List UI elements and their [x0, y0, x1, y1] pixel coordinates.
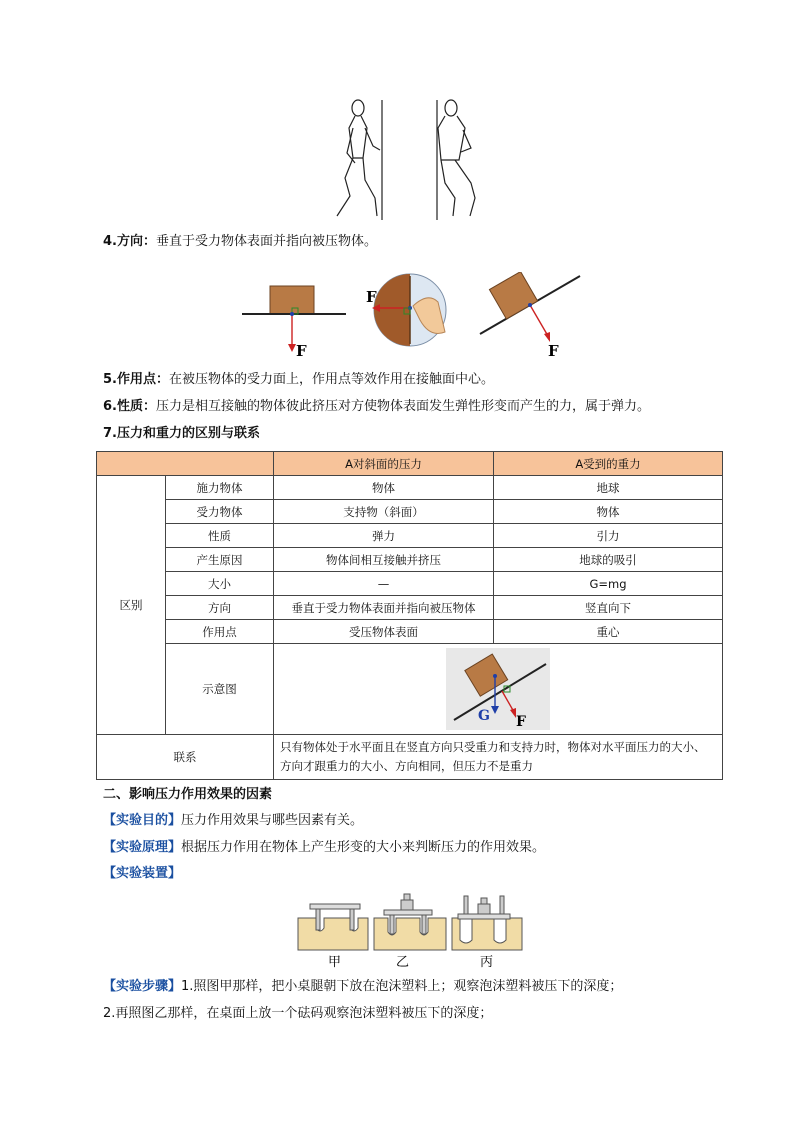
pressure-value: 支持物（斜面） [274, 500, 494, 524]
action-point-head: 5.作用点： [103, 372, 169, 387]
apparatus-figure [296, 888, 526, 968]
purpose-tag: 【实验目的】 [103, 813, 182, 828]
table-header-row [97, 452, 723, 476]
table-row [97, 572, 723, 596]
relation-label: 联系 [97, 735, 274, 780]
direction-text: 垂直于受力物体表面并指向被压物体。 [155, 234, 377, 249]
table-row [97, 548, 723, 572]
section-two-heading: 二、影响压力作用效果的因素 [103, 787, 273, 802]
gravity-value: 竖直向下 [494, 596, 723, 620]
gravity-value: G=mg [494, 572, 723, 596]
group-label: 区别 [97, 476, 166, 735]
principle-text: 根据压力作用在物体上产生形变的大小来判断压力的作用效果。 [181, 840, 546, 855]
pressure-value: 垂直于受力物体表面并指向被压物体 [274, 596, 494, 620]
gravity-value: 引力 [494, 524, 723, 548]
gravity-value: 地球 [494, 476, 723, 500]
force-label-f1: F [296, 342, 307, 360]
pressure-value: 受压物体表面 [274, 620, 494, 644]
property-text: 压力是相互接触的物体彼此挤压对方使物体表面发生弹性形变而产生的力，属于弹力。 [155, 399, 650, 414]
row-label: 施力物体 [166, 476, 274, 500]
pressure-value: 物体 [274, 476, 494, 500]
property-head: 6.性质： [103, 399, 156, 414]
steps-line [103, 978, 622, 996]
comparison-table [96, 451, 723, 780]
principle-tag: 【实验原理】 [103, 840, 182, 855]
direction-line [103, 233, 377, 251]
direction-head: 4.方向： [103, 234, 156, 249]
row-label: 性质 [166, 524, 274, 548]
gravity-label-g: G [478, 708, 490, 724]
row-label: 方向 [166, 596, 274, 620]
principle-line [103, 839, 545, 857]
pressure-value: 弹力 [274, 524, 494, 548]
gravity-value: 物体 [494, 500, 723, 524]
table-row [97, 524, 723, 548]
leaning-people-figure [325, 98, 495, 223]
apparatus-label-a: 甲 [328, 955, 342, 968]
steps-tag: 【实验步骤】 [103, 979, 182, 994]
row-label: 大小 [166, 572, 274, 596]
pressure-direction-figures [240, 272, 585, 364]
gravity-value: 地球的吸引 [494, 548, 723, 572]
row-label: 产生原因 [166, 548, 274, 572]
force-label-f4: F [516, 714, 526, 730]
header-empty-cell [97, 452, 274, 476]
action-point-text: 在被压物体的受力面上，作用点等效作用在接触面中心。 [168, 372, 494, 387]
step-two-line: 2.再照图乙那样，在桌面上放一个砝码观察泡沫塑料被压下的深度； [103, 1006, 493, 1021]
table-row [97, 596, 723, 620]
relation-text: 只有物体处于水平面且在竖直方向只受重力和支持力时，物体对水平面压力的大小、方向才跟重力的大小、方向相同，但压力不是重力 [274, 735, 723, 780]
force-label-f3: F [548, 342, 559, 360]
purpose-text: 压力作用效果与哪些因素有关。 [181, 813, 364, 828]
pressure-value: 物体间相互接触并挤压 [274, 548, 494, 572]
diagram-label: 示意图 [166, 644, 274, 735]
gravity-value: 重心 [494, 620, 723, 644]
force-label-f2: F [366, 288, 377, 306]
header-pressure: A对斜面的压力 [274, 452, 494, 476]
pressure-value: — [274, 572, 494, 596]
relation-row [97, 735, 723, 780]
row-label: 作用点 [166, 620, 274, 644]
table-row [97, 476, 723, 500]
table-row [97, 500, 723, 524]
diagram-cell [274, 644, 723, 735]
action-point-line [103, 371, 494, 389]
apparatus-line [103, 865, 181, 883]
property-line [103, 398, 650, 416]
header-gravity: A受到的重力 [494, 452, 723, 476]
comparison-heading: 7.压力和重力的区别与联系 [103, 426, 260, 441]
steps-text: 1.照图甲那样，把小桌腿朝下放在泡沫塑料上；观察泡沫塑料被压下的深度； [181, 979, 623, 994]
incline-diagram [446, 648, 550, 730]
table-row [97, 620, 723, 644]
apparatus-label-c: 丙 [480, 955, 494, 968]
purpose-line [103, 812, 363, 830]
diagram-row [97, 644, 723, 735]
apparatus-tag: 【实验装置】 [103, 866, 182, 881]
row-label: 受力物体 [166, 500, 274, 524]
apparatus-label-b: 乙 [396, 955, 410, 968]
